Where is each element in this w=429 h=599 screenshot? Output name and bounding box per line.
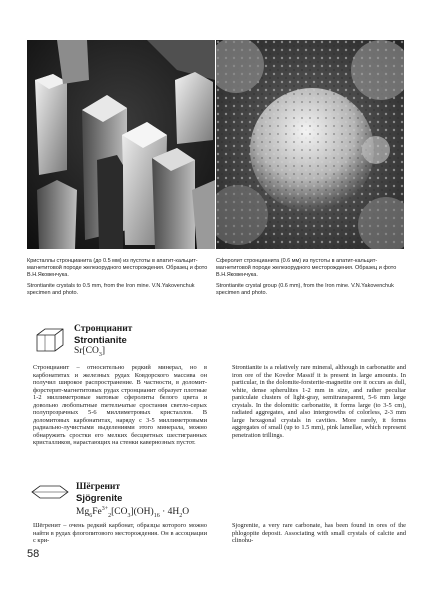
page-number: 58	[27, 548, 40, 560]
sjogrenite-formula: $Mg_6Fe^{3+}_2[CO_3](OH)_{16} \cdot 4H_2O$	[76, 506, 190, 520]
caption-right-english: Strontianite crystal group (0.6 mm), from the Iron mine. V.N.Yakovenchuk specimen and photo.	[216, 283, 394, 297]
sjogrenite-name-ru: Шёгренит	[76, 482, 121, 492]
sjogrenite-name-en: Sjögrenite	[76, 493, 123, 504]
strontianite-name-en: Strontianite	[74, 335, 127, 346]
strontianite-text-ru: Стронцианит – относительно редкий минерал, но в карбонатитах и железных рудах Ковдорского массива он получил широкое распространение. В частности, в доломит-форстерит-магнетитовых рудах стронцианит образует плотные 1-2 миллиметровые матовые сферолиты белого цвета и довольно любопытные meтельчатые сростания светло-серых полупрозрачных 5-6 миллиметровых кристаллов. В доломитовых карбонатитах, наряду с 3-5 миллиметровыми радиально-лучистыми выделениями этого минерала, можно обнаружить сростки его мелких бесцветных шестигранных кристалликов, нарастающих на стенки кавернозных пустот.	[33, 364, 207, 447]
crystal-prism-icon	[33, 327, 67, 355]
strontianite-name-ru: Стронцианит	[74, 324, 133, 334]
platy-crystal-icon	[30, 484, 70, 500]
spherulite-photo-drawing	[216, 40, 404, 249]
caption-left-russian: Кристаллы стронцианита (до 0.5 мм) из пустоты в апатит-кальцит-магнетитовой породе железорудного месторождения. Образец и фото В.Н.Яковенчука.	[27, 258, 208, 279]
sjogrenite-text-en: Sjogrenite, a very rare carbonate, has been found in ores of the phlogopite deposit. Associating with small crystals of calcite and clinohu-	[232, 522, 406, 545]
sjogrenite-text-ru: Шёгренит – очень редкий карбонат, образцы которого можно найти в рудах флогопитового месторождения. Он в ассоциации с кри-	[33, 522, 207, 545]
strontianite-heading	[74, 324, 132, 361]
photo-strontianite-spherulite	[216, 40, 404, 249]
crystals-photo-drawing	[27, 40, 215, 249]
sjogrenite-heading	[76, 482, 189, 522]
strontianite-text-en: Strontianite is a relatively rare mineral, although in carbonatite and iron ore of the Kovdor Massif it is present in large amounts. In particular, in the dolomite-forsterite-magnetite ore it occurs as dull, white, dense spherulites 1-2 mm in size, and rather peculiar paniculate clusters of light-gray, semitransparent, 5-6 mm large crystals. In the dolomitic carbonatite, it forms large (to 3-5 cm), radiated aggregates, and also intergrowths of colorless, 2-3 mm large hexagonal crystals in cavities. More rarely, it forms aggregates of small (up to 1.5 mm), pink lamellae, which represent penetration trillings.	[232, 364, 406, 439]
caption-right-russian: Сферолит стронцианита (0.6 мм) из пустоты в апатит-кальцит-магнетитовой породе железорудного месторождения. Образец и фото В.Н.Яковенчука.	[216, 258, 397, 279]
strontianite-formula: $Sr[CO_3]$	[74, 346, 105, 358]
photo-strontianite-crystals	[27, 40, 215, 249]
caption-left-english: Strontianite crystals to 0.5 mm, from the Iron mine. V.N.Yakovenchuk specimen and photo.	[27, 283, 195, 297]
